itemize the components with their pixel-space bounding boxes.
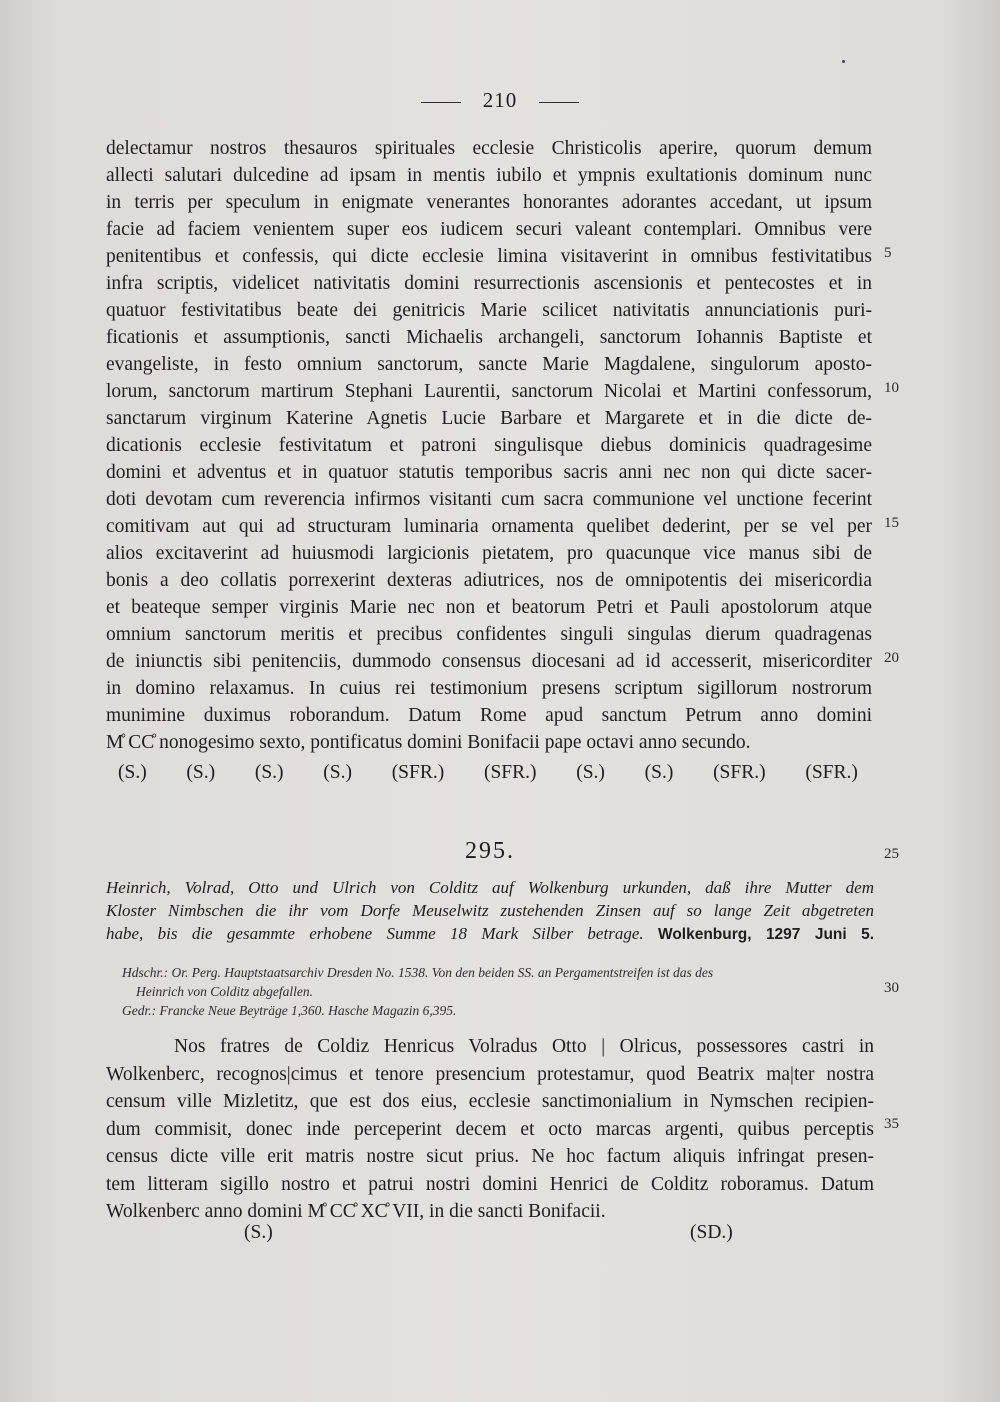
source-notes [122,963,872,1020]
text-line: delectamur nostros thesauros spirituales ecclesie Christicolis aperire, quorum demum [106,138,872,159]
seal-mark: (S.) [644,762,674,783]
line-number: 5 [884,245,892,261]
seal-mark: (SFR.) [805,762,858,783]
seal-mark: (S.) [118,762,147,783]
seal-mark: (S.) [244,1222,273,1243]
note-line: Gedr.: Francke Neue Beyträge 1,360. Hasche Magazin 6,395. [122,1003,457,1018]
text-line: Wolkenberc, recognos|cimus et tenore presencium protestamur, quod Beatrix ma|ter nostra [106,1063,874,1085]
note-line: Hdschr.: Or. Perg. Hauptstaatsarchiv Dresden No. 1538. Von den beiden SS. an Pergamentstreifen ist das des [122,965,714,980]
text-line: evangeliste, in festo omnium sanctorum, sancte Marie Magdalene, singulorum aposto- [106,354,872,375]
seal-mark: (S.) [186,762,216,783]
text-line: sanctarum virginum Katerine Agnetis Lucie Barbare et Margarete et in die dicte de- [106,408,872,429]
place-date: Wolkenburg, 1297 Juni 5. [657,926,875,943]
seal-mark: (SD.) [690,1222,733,1243]
text-line: lorum, sanctorum martirum Stephani Laurentii, sanctorum Nicolai et Martini confessorum, [106,381,872,402]
line-number: 10 [884,380,899,396]
text-line: Wolkenberc anno domini M̊ CC̊ XC̊ VII, in die sancti Bonifacii. [106,1201,606,1222]
seal-mark: (S.) [323,762,352,783]
regest-line: Kloster Nimbschen die ihr vom Dorfe Meuselwitz zustehenden Zinsen auf so lange Zeit abgetreten [106,901,874,920]
line-number: 15 [884,515,899,531]
text-line: omnium sanctorum meritis et precibus confidentes singuli singulas dierum quadragenas [106,624,872,645]
text-line: allecti salutari dulcedine ad ipsam in mentis iubilo et ympnis exultationis dominum nunc [106,165,872,186]
text-line: censum ville Mizletitz, que est dos eius, ecclesie sanctimonialium in Nymschen recipien- [106,1091,874,1112]
line-number: 30 [884,980,899,996]
text-line: penitentibus et confessis, qui dicte ecclesie limina visitaverint in omnibus festivitatibus [106,246,872,267]
text-line: quatuor festivitatibus beate dei genitricis Marie scilicet nativitatis annunciationis puri- [106,300,872,321]
text-line: comitivam aut qui ad structuram luminaria ornamenta quelibet dederint, per se vel per [106,516,872,537]
charter-text [106,1033,874,1226]
note-line: Heinrich von Colditz abgefallen. [136,984,313,999]
text-line: tem litteram sigillo nostro et patrui nostri domini Henrici de Colditz roboramus. Datum [106,1173,874,1195]
text-line: dum commisit, donec inde perceperint decem et octo marcas argenti, quibus perceptis [106,1118,874,1140]
text-line: domini et adventus et in quatuor statutis temporibus sacris anni nec non qui dicte sacer- [106,462,872,483]
text-line: doti devotam cum reverencia infirmos visitanti cum sacra communione vel unctione fecerint [106,489,872,510]
line-number: 35 [884,1116,899,1132]
text-line: Nos fratres de Coldiz Henricus Volradus Otto | Olricus, possessores castri in [174,1036,874,1057]
seal-mark: (SFR.) [391,762,445,783]
seal-mark: (SFR.) [713,762,766,783]
seal-mark: (SFR.) [483,762,537,783]
text-line: de iniunctis sibi penitenciis, dummodo consensus diocesani ad id accesserit, misericorditer [106,651,872,672]
text-line: alios excitaverint ad huiusmodi largicionis pietatem, pro quacunque vice manus sibi de [106,543,872,564]
header-rule-right [539,102,579,103]
text-line: facie ad faciem venientem super eos iudicem securi valeant contemplari. Omnibus vere [106,219,872,240]
text-line: M̊ CC̊ nonogesimo sexto, pontificatus domini Bonifacii pape octavi anno secundo. [106,732,751,753]
page-header [0,88,1000,113]
line-number: 25 [884,846,899,862]
text-line: in domino relaxamus. In cuius rei testimonium presens scriptum sigillorum nostrorum [106,678,872,699]
text-line: ficationis et assumptionis, sancti Michaelis archangeli, sanctorum Iohannis Baptiste et [106,327,872,348]
seal-marks [118,762,858,784]
text-line: dicationis ecclesie festivitatum et patroni singulisque diebus dominicis quadragesime [106,435,872,456]
text-line: infra scriptis, videlicet nativitatis domini resurrectionis ascensionis et pentecostes et in [106,273,872,294]
document-number: 295. [465,838,515,864]
page-number: 210 [482,88,518,112]
text-line: bonis a deo collatis porrexerint dexteras adiutrices, nos de omnipotentis dei misericordia [106,570,872,591]
text-line: in terris per speculum in enigmate venerantes honorantes adorantes accedant, ut ipsum [106,192,872,213]
line-number: 20 [884,650,899,666]
regest-line: Heinrich, Volrad, Otto und Ulrich von Colditz auf Wolkenburg urkunden, daß ihre Mutter dem [106,878,874,897]
regest-line: habe, bis die gesammte erhobene Summe 18 Mark Silber betrage. [106,924,644,943]
text-line: census dicte ville erit matris nostre sicut prius. Ne hoc factum aliquis infringat presen- [106,1146,874,1167]
regest-line-final [106,922,874,945]
header-rule-left [421,102,461,103]
regest-summary [106,876,874,945]
text-line: munimine duximus roborandum. Datum Rome apud sanctum Petrum anno domini [106,705,872,726]
seal-mark: (S.) [254,762,284,783]
text-line: et beateque semper virginis Marie nec non et beatorum Petri et Pauli apostolorum atque [106,597,872,618]
paper-speck [842,60,845,63]
seal-mark: (S.) [576,762,605,783]
charter-text-continued [106,135,872,756]
